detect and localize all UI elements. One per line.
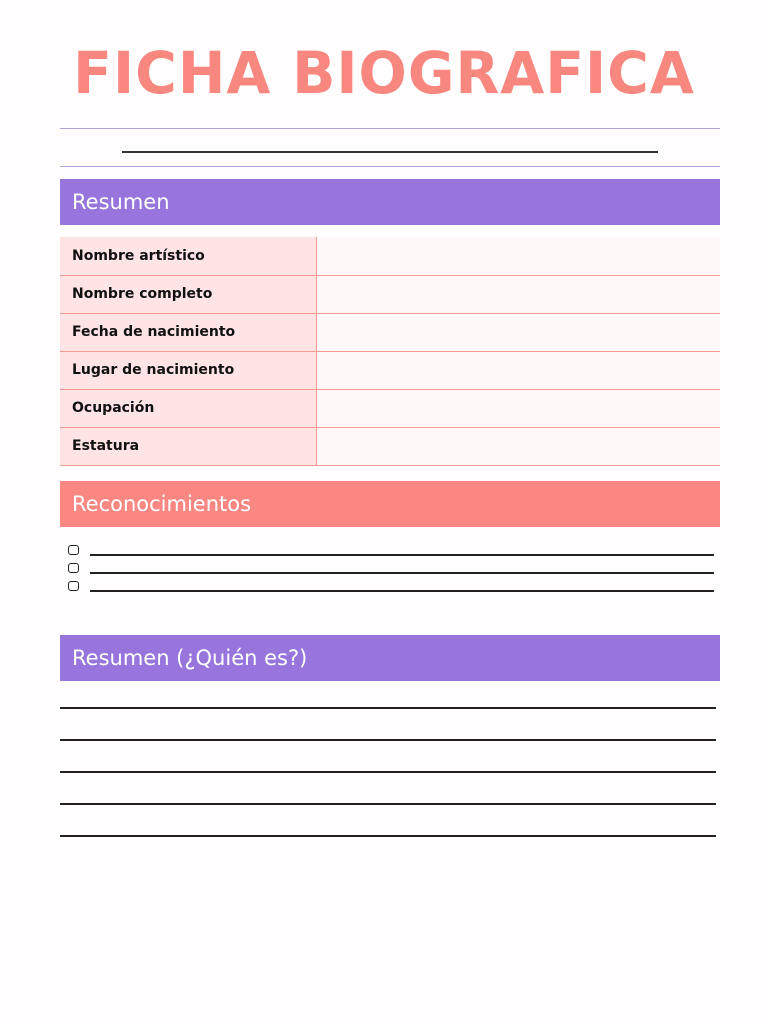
table-row	[60, 275, 720, 313]
checkbox[interactable]	[68, 545, 79, 555]
list-item	[68, 563, 716, 577]
row-label: Estatura	[60, 427, 316, 465]
section-header-resumen: Resumen	[60, 179, 720, 225]
table-row	[60, 351, 720, 389]
row-label: Ocupación	[60, 389, 316, 427]
writing-line[interactable]	[60, 739, 716, 741]
info-table	[60, 237, 720, 466]
row-label: Fecha de nacimiento	[60, 313, 316, 351]
table-row	[60, 237, 720, 275]
writing-line[interactable]	[60, 707, 716, 709]
row-value-field[interactable]	[316, 351, 720, 389]
row-label: Lugar de nacimiento	[60, 351, 316, 389]
answer-line[interactable]	[90, 572, 714, 574]
checkbox[interactable]	[68, 581, 79, 591]
checkbox[interactable]	[68, 563, 79, 573]
row-value-field[interactable]	[316, 427, 720, 465]
table-row	[60, 389, 720, 427]
row-value-field[interactable]	[316, 237, 720, 275]
table-row	[60, 313, 720, 351]
writing-line[interactable]	[60, 835, 716, 837]
answer-line[interactable]	[90, 590, 714, 592]
writing-line[interactable]	[60, 803, 716, 805]
bottom-divider	[60, 166, 720, 167]
row-value-field[interactable]	[316, 389, 720, 427]
section-header-quien-es: Resumen (¿Quién es?)	[60, 635, 720, 681]
table-row	[60, 427, 720, 465]
list-item	[68, 581, 716, 595]
writing-line[interactable]	[60, 771, 716, 773]
name-blank-line[interactable]	[122, 151, 658, 153]
row-label: Nombre artístico	[60, 237, 316, 275]
row-label: Nombre completo	[60, 275, 316, 313]
section-header-reconocimientos: Reconocimientos	[60, 481, 720, 527]
list-item	[68, 545, 716, 559]
row-value-field[interactable]	[316, 313, 720, 351]
document-title: FICHA BIOGRAFICA	[73, 39, 695, 107]
top-divider	[60, 128, 720, 129]
row-value-field[interactable]	[316, 275, 720, 313]
answer-line[interactable]	[90, 554, 714, 556]
